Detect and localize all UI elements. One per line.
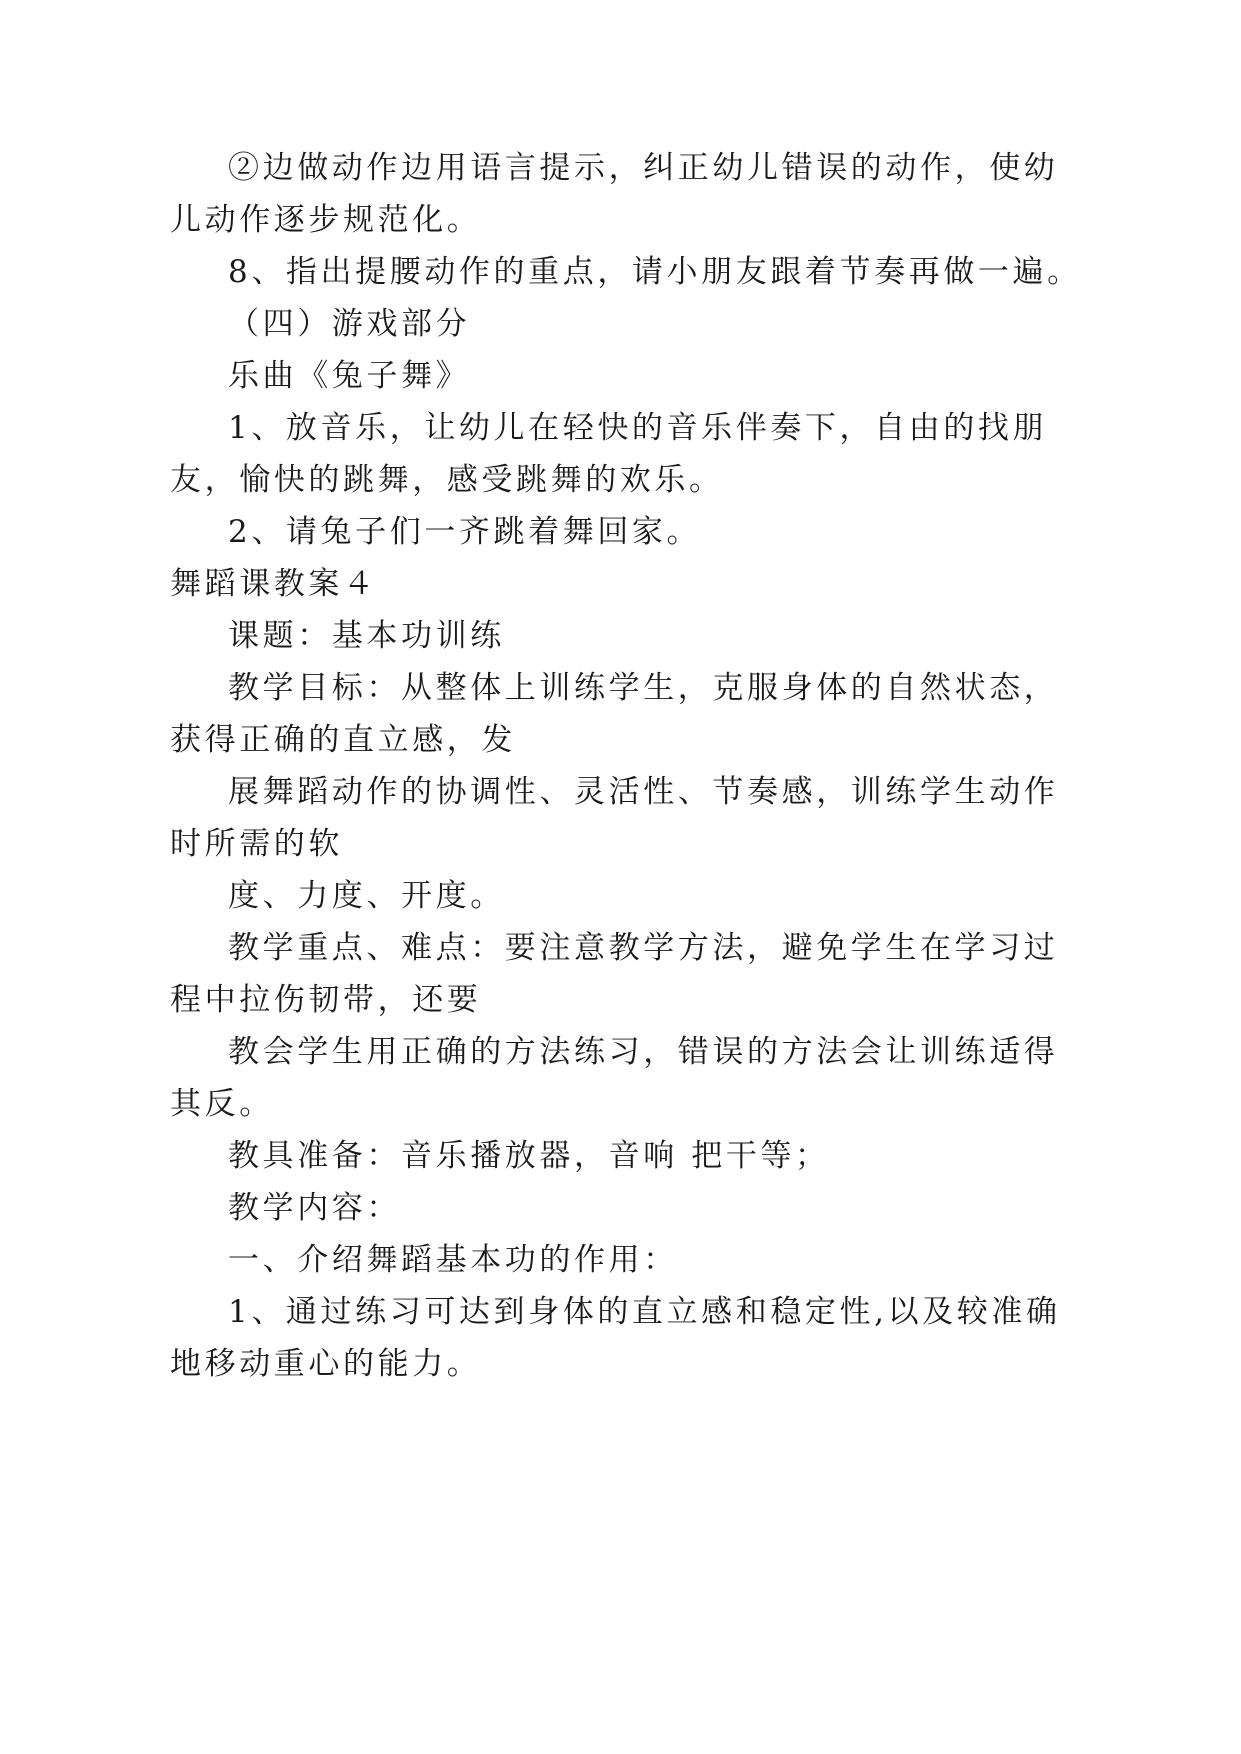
paragraph-line: 度、力度、开度。 <box>228 878 505 914</box>
paragraph-line: 教具准备：音乐播放器，音响 把干等； <box>228 1138 830 1174</box>
paragraph-line: 程中拉伤韧带，还要 <box>170 982 482 1018</box>
paragraph-line: 乐曲《兔子舞》 <box>228 358 471 394</box>
paragraph-line: 1、放音乐，让幼儿在轻快的音乐伴奏下，自由的找朋 <box>228 410 1048 446</box>
paragraph-line: ②边做动作边用语言提示，纠正幼儿错误的动作，使幼 <box>228 150 1059 186</box>
paragraph-line: 教会学生用正确的方法练习，错误的方法会让训练适得 <box>228 1034 1059 1070</box>
document-title: 舞蹈课教案４ <box>170 566 378 602</box>
paragraph-line: 地移动重心的能力。 <box>170 1346 482 1382</box>
section-heading: （四）游戏部分 <box>228 306 471 342</box>
paragraph-line: 教学目标：从整体上训练学生，克服身体的自然状态， <box>228 670 1059 706</box>
paragraph-line: 儿动作逐步规范化。 <box>170 202 482 238</box>
paragraph-line: 教学内容： <box>228 1190 401 1226</box>
paragraph-line: 教学重点、难点：要注意教学方法，避免学生在学习过 <box>228 930 1059 966</box>
paragraph-line: 时所需的软 <box>170 826 343 862</box>
paragraph-line: 一、介绍舞蹈基本功的作用： <box>228 1242 678 1278</box>
paragraph-line: 其反。 <box>170 1086 274 1122</box>
paragraph-line: 展舞蹈动作的协调性、灵活性、节奏感，训练学生动作 <box>228 774 1059 810</box>
paragraph-line: 8、指出提腰动作的重点，请小朋友跟着节奏再做一遍。 <box>228 254 1082 290</box>
paragraph-line: 课题：基本功训练 <box>228 618 505 654</box>
paragraph-line: 获得正确的直立感，发 <box>170 722 516 758</box>
paragraph-line: 2、请兔子们一齐跳着舞回家。 <box>228 514 702 550</box>
paragraph-line: 友，愉快的跳舞，感受跳舞的欢乐。 <box>170 462 724 498</box>
paragraph-line: 1、通过练习可达到身体的直立感和稳定性,以及较准确 <box>228 1294 1061 1330</box>
